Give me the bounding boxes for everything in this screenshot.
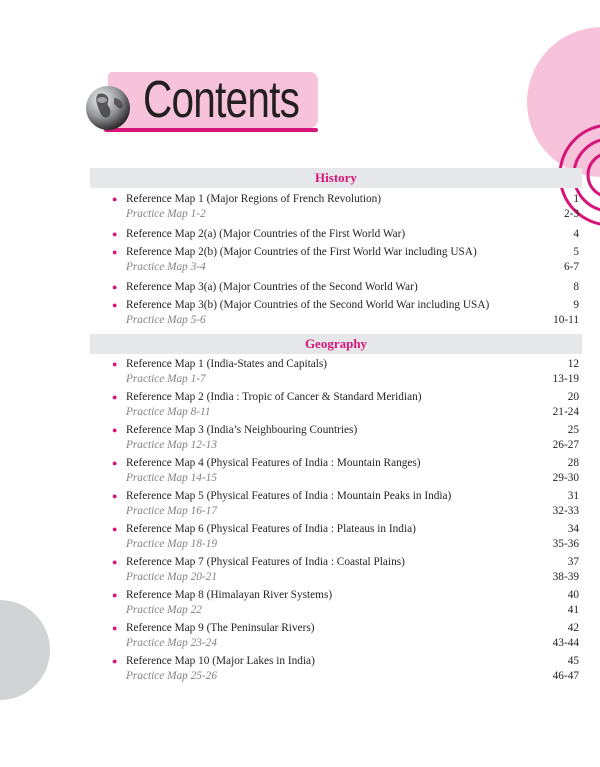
entry-page: 1 [573,193,579,205]
practice-label[interactable]: Practice Map 23-24 [126,637,217,649]
practice-label[interactable]: Practice Map 1-7 [126,373,206,385]
toc-practice-entry[interactable] [90,260,582,280]
globe-icon [84,84,132,132]
entry-label[interactable]: Reference Map 4 (Physical Features of India : Mountain Ranges) [126,457,421,469]
entry-page: 37 [567,556,579,568]
entry-label[interactable]: Reference Map 3 (India’s Neighbouring Countries) [126,424,358,436]
entry-page: 12 [567,358,579,370]
decorative-grey-circle [0,600,50,700]
entry-page: 4 [573,228,579,240]
bullet-icon: ● [112,392,118,402]
entry-label[interactable]: Reference Map 10 (Major Lakes in India) [126,655,315,667]
practice-page: 43-44 [552,637,579,649]
bullet-icon: ● [112,656,118,666]
practice-label[interactable]: Practice Map 25-26 [126,670,217,682]
toc-entry[interactable] [90,621,582,654]
section-title: History [315,170,357,185]
toc-entry[interactable] [90,555,582,588]
section-header-history [90,168,582,188]
toc-entry[interactable] [90,390,582,423]
section-header-geography [90,334,582,354]
toc-entry[interactable] [90,357,582,390]
practice-label[interactable]: Practice Map 16-17 [126,505,217,517]
bullet-icon: ● [112,458,118,468]
toc-entry[interactable] [90,654,582,687]
bullet-icon: ● [112,524,118,534]
practice-label[interactable]: Practice Map 14-15 [126,472,217,484]
toc-entry[interactable] [90,588,582,621]
section-title: Geography [304,336,368,351]
bullet-icon: ● [112,229,118,239]
practice-label[interactable]: Practice Map 12-13 [126,439,217,451]
practice-label[interactable]: Practice Map 3-4 [126,261,206,273]
bullet-icon: ● [112,557,118,567]
bullet-icon: ● [112,194,118,204]
bullet-icon: ● [112,425,118,435]
practice-page: 26-27 [552,439,579,451]
practice-page: 10-11 [553,314,579,326]
practice-page: 46-47 [552,670,579,682]
page-title: Contents [143,71,300,129]
bullet-icon: ● [112,282,118,292]
toc-practice-entry[interactable] [90,207,582,227]
bullet-icon: ● [112,359,118,369]
practice-label[interactable]: Practice Map 20-21 [126,571,217,583]
toc-entry[interactable] [90,522,582,555]
practice-label[interactable]: Practice Map 5-6 [126,314,206,326]
practice-label[interactable]: Practice Map 22 [126,604,202,616]
entry-page: 34 [567,523,579,535]
toc-entry[interactable] [90,489,582,522]
bullet-icon: ● [112,247,118,257]
entry-page: 42 [567,622,579,634]
practice-page: 41 [567,604,579,616]
practice-page: 38-39 [552,571,579,583]
entry-page: 8 [573,281,579,293]
practice-label[interactable]: Practice Map 1-2 [126,208,206,220]
toc-practice-entry[interactable] [90,313,582,328]
toc-entry[interactable] [90,423,582,456]
practice-page: 35-36 [552,538,579,550]
practice-label[interactable]: Practice Map 18-19 [126,538,217,550]
entry-label[interactable]: Reference Map 6 (Physical Features of India : Plateaus in India) [126,523,416,535]
toc-entry[interactable] [90,192,582,207]
toc-entry[interactable] [90,227,582,245]
practice-page: 13-19 [552,373,579,385]
entry-page: 25 [567,424,579,436]
entry-label[interactable]: Reference Map 2(b) (Major Countries of the First World War including USA) [126,246,477,258]
entry-label[interactable]: Reference Map 2 (India : Tropic of Cancer & Standard Meridian) [126,391,422,403]
bullet-icon: ● [112,300,118,310]
entry-page: 31 [567,490,579,502]
entry-page: 9 [573,299,579,311]
entry-label[interactable]: Reference Map 5 (Physical Features of India : Mountain Peaks in India) [126,490,452,502]
entry-label[interactable]: Reference Map 1 (Major Regions of French Revolution) [126,193,382,205]
entry-label[interactable]: Reference Map 1 (India-States and Capitals) [126,358,328,370]
practice-page: 21-24 [552,406,579,418]
entry-page: 20 [567,391,579,403]
geography-entries [90,357,582,687]
practice-page: 32-33 [552,505,579,517]
history-entries [90,192,582,328]
toc-entry[interactable] [90,298,582,313]
entry-page: 28 [567,457,579,469]
entry-label[interactable]: Reference Map 7 (Physical Features of India : Coastal Plains) [126,556,405,568]
entry-page: 45 [567,655,579,667]
entry-label[interactable]: Reference Map 3(b) (Major Countries of the Second World War including USA) [126,299,490,311]
entry-label[interactable]: Reference Map 3(a) (Major Countries of the Second World War) [126,281,418,293]
practice-page: 2-3 [563,208,579,220]
toc-entry[interactable] [90,245,582,260]
practice-page: 29-30 [552,472,579,484]
bullet-icon: ● [112,623,118,633]
bullet-icon: ● [112,590,118,600]
toc-entry[interactable] [90,456,582,489]
entry-label[interactable]: Reference Map 2(a) (Major Countries of the First World War) [126,228,406,240]
entry-page: 40 [567,589,579,601]
toc-entry[interactable] [90,280,582,298]
entry-page: 5 [573,246,579,258]
entry-label[interactable]: Reference Map 9 (The Peninsular Rivers) [126,622,315,634]
practice-page: 6-7 [563,261,579,273]
bullet-icon: ● [112,491,118,501]
entry-label[interactable]: Reference Map 8 (Himalayan River Systems) [126,589,333,601]
practice-label[interactable]: Practice Map 8-11 [126,406,211,418]
